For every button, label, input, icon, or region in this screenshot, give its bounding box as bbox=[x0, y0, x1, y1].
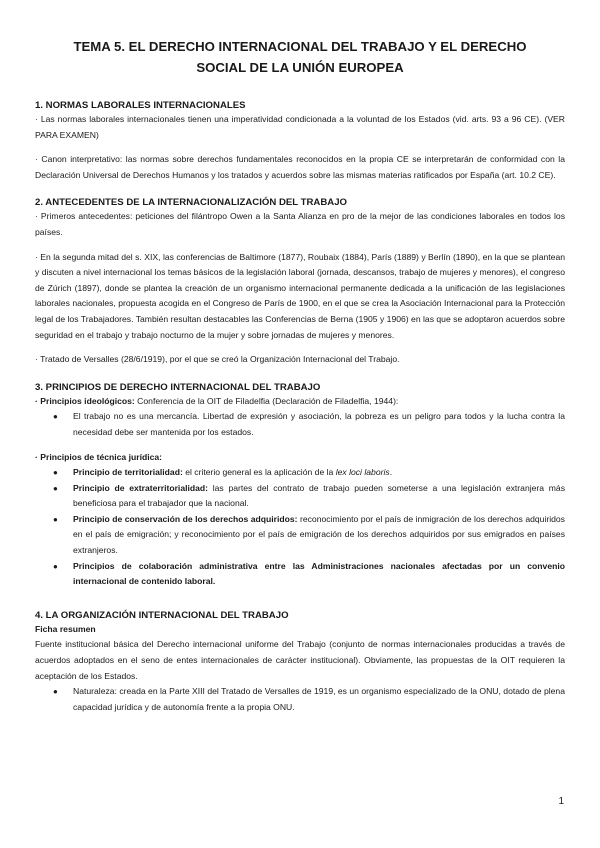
page-title bbox=[35, 36, 565, 78]
section-4-bullet-text: Naturaleza: creada en la Parte XIII del Tratado de Versalles de 1919, es un organismo especializado de la ONU, dotado de plena capacidad jurídica y de autonomía frente a la propia ONU. bbox=[73, 686, 565, 712]
principle-italic: lex loci laboris bbox=[335, 467, 390, 478]
section-1-paragraph-2: · Canon interpretativo: las normas sobre derechos fundamentales reconocidos en la propia CE se interpretarán de conformidad con la Declaración Universal de Derechos Humanos y los tratados y acuerdos sobre las mismas materias ratificados por España (art. 10.2 CE). bbox=[35, 154, 565, 180]
bullet-icon: ● bbox=[53, 687, 58, 697]
ideological-principles-label: · Principios ideológicos: bbox=[35, 395, 135, 406]
principle-text: el criterio general es la aplicación de la bbox=[182, 467, 336, 478]
principle-text-end: . bbox=[389, 467, 393, 478]
list-item bbox=[53, 481, 565, 512]
bullet-icon: ● bbox=[53, 412, 58, 422]
technical-principles-list bbox=[35, 465, 565, 590]
technical-principles-label: · Principios de técnica jurídica: bbox=[35, 451, 163, 462]
ideological-bullet-text: El trabajo no es una mercancía. Libertad de expresión y asociación, la pobreza es un peligro para todos y la lucha contra la necesidad debe ser mantenida por los estados. bbox=[73, 411, 565, 437]
principle-text: reconocimiento por el país de inmigración de los derechos adquiridos en el país de emigración; y reconocimiento por el país de emigración de los derechos adquiridos por sus emigrados en países extranjeros. bbox=[73, 513, 565, 556]
principle-text: las partes del contrato de trabajo pueden someterse a una legislación extranjera más beneficiosa para el trabajador que la nacional. bbox=[73, 482, 565, 509]
list-item bbox=[53, 512, 565, 559]
ideological-principles bbox=[35, 394, 565, 410]
principle-label: Principio de extraterritorialidad: bbox=[73, 482, 209, 493]
section-2-paragraph-2: · En la segunda mitad del s. XIX, las conferencias de Baltimore (1877), Roubaix (1884), París (1889) y Berlín (1890), en la que se plantean y discuten a nivel internacional los temas básicos de la legislación laboral (jornada, descansos, trabajo de mujeres y menores), el congreso de Zúrich (1897), donde se plantea la creación de un organismo internacional permanente dedicada a la unificación de las legislaciones laborales nacionales, propuesta acogida en el Congreso de París de 1900, en el que se crea la Asociación Internacional para la Protección legal de los Trabajadores. También resultan destacables las Conferencias de Berna (1905 y 1906) en las que se adoptaron acuerdos sobre seguridad en el trabajo y trabajo nocturno de la mujer y sobre jornadas de mujeres y menores. bbox=[35, 251, 565, 340]
list-item bbox=[53, 465, 565, 481]
title-line-2: SOCIAL DE LA UNIÓN EUROPEA bbox=[196, 60, 404, 75]
section-4-paragraph-1: Fuente institucional básica del Derecho internacional uniforme del Trabajo (conjunto de normas internacionales producidas a través de acuerdos adoptados en el seno de entes internacionales de carácter institucional). Obviamente, las propuestas de la OIT requieren la aceptación de los Estados. bbox=[35, 639, 565, 681]
page-number: 1 bbox=[558, 796, 564, 807]
principle-label: Principio de territorialidad: bbox=[73, 467, 183, 478]
section-3-heading: 3. PRINCIPIOS DE DERECHO INTERNACIONAL DEL TRABAJO bbox=[35, 381, 321, 393]
bullet-icon: ● bbox=[53, 561, 58, 571]
list-item bbox=[53, 684, 565, 715]
title-line-1: TEMA 5. EL DERECHO INTERNACIONAL DEL TRABAJO Y EL DERECHO bbox=[73, 39, 527, 54]
principle-label: Principios de colaboración administrativa entre las Administraciones nacionales afectadas por un convenio internacional de contenido laboral. bbox=[73, 560, 565, 587]
list-item bbox=[53, 559, 565, 590]
section-2-heading: 2. ANTECEDENTES DE LA INTERNACIONALIZACIÓN DEL TRABAJO bbox=[35, 197, 347, 209]
section-4-heading: 4. LA ORGANIZACIÓN INTERNACIONAL DEL TRABAJO bbox=[35, 609, 289, 621]
bullet-icon: ● bbox=[53, 514, 58, 524]
principle-label: Principio de conservación de los derechos adquiridos: bbox=[73, 513, 298, 524]
section-1-paragraph-1: · Las normas laborales internacionales tienen una imperatividad condicionada a la voluntad de los Estados (vid. arts. 93 a 96 CE). (VER PARA EXAMEN) bbox=[35, 114, 565, 140]
section-2-paragraph-3: · Tratado de Versalles (28/6/1919), por el que se creó la Organización Internacional del Trabajo. bbox=[35, 354, 400, 365]
bullet-icon: ● bbox=[53, 468, 58, 478]
document-page bbox=[35, 36, 565, 715]
list-item bbox=[53, 409, 565, 440]
section-2-paragraph-1: · Primeros antecedentes: peticiones del filántropo Owen a la Santa Alianza en pro de la mejor de las condiciones laborales en todos los países. bbox=[35, 211, 565, 237]
section-1-heading: 1. NORMAS LABORALES INTERNACIONALES bbox=[35, 100, 246, 111]
ideological-principles-text: Conferencia de la OIT de Filadelfia (Declaración de Filadelfia, 1944): bbox=[134, 395, 399, 406]
bullet-icon: ● bbox=[53, 483, 58, 493]
section-4-subheading: Ficha resumen bbox=[35, 623, 96, 634]
